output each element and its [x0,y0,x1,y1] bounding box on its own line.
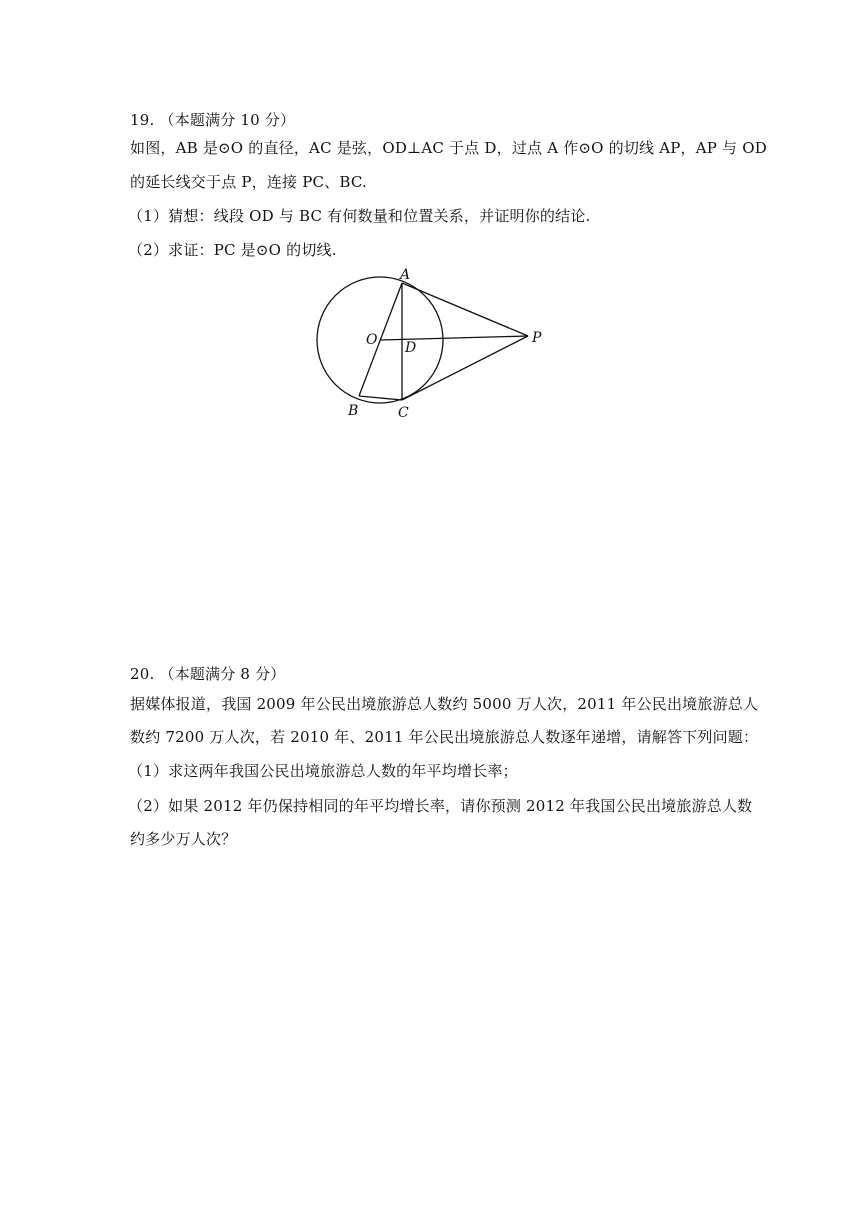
q20-statement-line-1: 据媒体报道，我国 2009 年公民出境旅游总人数约 5000 万人次，2011 年公民出境旅游总人 [130,695,759,713]
segment-bc [359,396,402,400]
label-o: O [366,332,378,348]
segment-pc [402,336,528,400]
segment-ap [402,283,528,336]
label-a: A [400,267,411,283]
q19-geometry-figure [300,262,560,426]
label-c: C [398,405,409,421]
q19-statement-line-1: 如图，AB 是⊙O 的直径，AC 是弦，OD⊥AC 于点 D，过点 A 作⊙O 的切线 AP，AP 与 OD [130,139,767,157]
q20-part-1: （1）求这两年我国公民出境旅游总人数的年平均增长率； [128,762,518,780]
label-d: D [405,340,417,356]
q20-part-2-line-1: （2）如果 2012 年仍保持相同的年平均增长率，请你预测 2012 年我国公民出境旅游总人数 [128,797,753,815]
q19-part-2: （2）求证：PC 是⊙O 的切线. [128,241,337,259]
q20-header: 20. （本题满分 8 分） [130,665,286,683]
q20-statement-line-2: 数约 7200 万人次，若 2010 年、2011 年公民出境旅游总人数逐年递增，请解答下列问题： [130,728,759,746]
label-b: B [348,403,359,419]
q19-header: 19. （本题满分 10 分） [130,111,296,129]
label-p: P [532,330,542,346]
q20-part-2-line-2: 约多少万人次？ [130,830,237,848]
q19-part-1: （1）猜想：线段 OD 与 BC 有何数量和位置关系，并证明你的结论. [128,207,591,225]
q19-statement-line-2: 的延长线交于点 P，连接 PC、BC. [130,173,368,191]
